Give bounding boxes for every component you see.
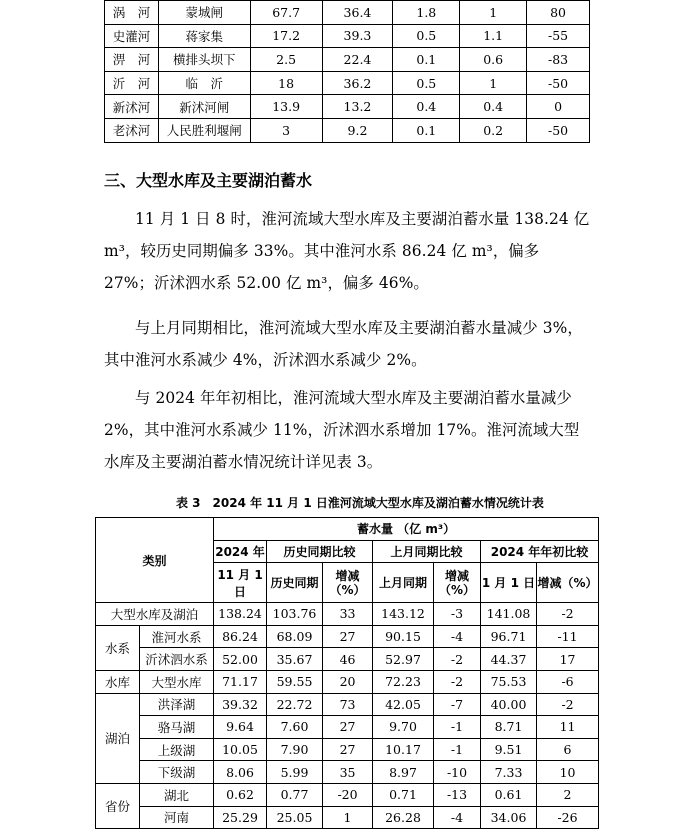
year-header: 2024 年	[214, 540, 267, 563]
cell: -2	[434, 670, 481, 693]
cell: -10	[434, 761, 481, 784]
river-flow-table	[104, 0, 590, 143]
cell: 9.51	[481, 738, 537, 761]
table-row	[96, 761, 599, 784]
cell: 22.72	[267, 693, 323, 716]
cell: 1.1	[460, 24, 527, 48]
table-row	[105, 1, 590, 25]
table-row	[105, 71, 590, 95]
cell: 7.60	[267, 716, 323, 739]
cell: -1	[434, 716, 481, 739]
cell: 59.55	[267, 670, 323, 693]
cell: 8.97	[373, 761, 434, 784]
table-row	[96, 603, 599, 626]
station-name: 蒋家集	[158, 24, 250, 48]
row-label: 大型水库及湖泊	[96, 603, 214, 626]
row-label: 大型水库	[140, 670, 214, 693]
row-label: 洪泽湖	[140, 693, 214, 716]
cell: 80	[527, 1, 590, 25]
cell: 26.28	[373, 806, 434, 829]
cell: 52.97	[373, 648, 434, 671]
cell: 2	[537, 783, 599, 806]
cell: 72.23	[373, 670, 434, 693]
change-pct-header: 增减（%）	[323, 563, 373, 603]
cell: -50	[527, 118, 590, 142]
cell: 35.67	[267, 648, 323, 671]
table-row	[96, 806, 599, 829]
table-row	[96, 738, 599, 761]
cell: 6	[537, 738, 599, 761]
cell: 10.05	[214, 738, 267, 761]
row-label: 河南	[140, 806, 214, 829]
storage-header: 蓄水量 （亿 m³）	[214, 518, 599, 541]
cell: 46	[323, 648, 373, 671]
cell: 11	[537, 716, 599, 739]
table-row	[96, 783, 599, 806]
row-label: 湖北	[140, 783, 214, 806]
group-label: 水系	[96, 625, 140, 670]
river-name: 史灌河	[105, 24, 159, 48]
paragraph: 与 2024 年年初相比，淮河流域大型水库及主要湖泊蓄水量减少 2%，其中淮河水系减少 11%，沂沭泗水系增加 17%。淮河流域大型水库及主要湖泊蓄水情况统计详见表 3。	[104, 389, 580, 471]
cell: 8.71	[481, 716, 537, 739]
cell: 0.5	[393, 71, 460, 95]
cell: 42.05	[373, 693, 434, 716]
cell: 1	[323, 806, 373, 829]
cell: 141.08	[481, 603, 537, 626]
cell: 36.2	[322, 71, 393, 95]
cell: 90.15	[373, 625, 434, 648]
start-compare-header: 2024 年年初比较	[481, 540, 599, 563]
cell: 0.1	[393, 118, 460, 142]
cell: -2	[537, 603, 599, 626]
cell: -2	[434, 648, 481, 671]
table-row	[96, 716, 599, 739]
prev-period-header: 上月同期	[373, 563, 434, 603]
cell: 39.3	[322, 24, 393, 48]
cell: 34.06	[481, 806, 537, 829]
cell: 17.2	[250, 24, 322, 48]
cell: 20	[323, 670, 373, 693]
cell: -20	[323, 783, 373, 806]
cell: 0.2	[460, 118, 527, 142]
cell: 17	[537, 648, 599, 671]
cell: -7	[434, 693, 481, 716]
cell: 0.6	[460, 48, 527, 72]
change-pct-header: 增减（%）	[434, 563, 481, 603]
row-label: 下级湖	[140, 761, 214, 784]
station-name: 蒙城闸	[158, 1, 250, 25]
cell: 0.77	[267, 783, 323, 806]
cell: 73	[323, 693, 373, 716]
station-name: 新沭河闸	[158, 95, 250, 119]
cell: 0.1	[393, 48, 460, 72]
hist-compare-header: 历史同期比较	[267, 540, 373, 563]
cell: 138.24	[214, 603, 267, 626]
river-name: 老沭河	[105, 118, 159, 142]
row-label: 上级湖	[140, 738, 214, 761]
cell: -83	[527, 48, 590, 72]
river-name: 沂 河	[105, 71, 159, 95]
cell: -13	[434, 783, 481, 806]
cell: 25.05	[267, 806, 323, 829]
cell: 9.2	[322, 118, 393, 142]
cell: 103.76	[267, 603, 323, 626]
station-name: 人民胜利堰闸	[158, 118, 250, 142]
table-row	[105, 24, 590, 48]
prev-compare-header: 上月同期比较	[373, 540, 481, 563]
cell: 22.4	[322, 48, 393, 72]
cell: 2.5	[250, 48, 322, 72]
storage-table	[95, 517, 599, 829]
row-label: 沂沭泗水系	[140, 648, 214, 671]
table-caption: 表 3 2024 年 11 月 1 日淮河流域大型水库及湖泊蓄水情况统计表	[176, 496, 544, 510]
cell: 68.09	[267, 625, 323, 648]
cell: -11	[537, 625, 599, 648]
category-header: 类别	[96, 518, 214, 603]
group-label: 水库	[96, 670, 140, 693]
cell: 3	[250, 118, 322, 142]
cell: -26	[537, 806, 599, 829]
cell: 1	[460, 71, 527, 95]
cell: 9.70	[373, 716, 434, 739]
cell: 67.7	[250, 1, 322, 25]
river-name: 涡 河	[105, 1, 159, 25]
cell: 0.5	[393, 24, 460, 48]
cell: 5.99	[267, 761, 323, 784]
table-row	[96, 693, 599, 716]
table-row	[96, 648, 599, 671]
station-name: 临 沂	[158, 71, 250, 95]
cell: 40.00	[481, 693, 537, 716]
cell: 86.24	[214, 625, 267, 648]
cell: -4	[434, 625, 481, 648]
river-name: 新沭河	[105, 95, 159, 119]
nov1-header: 11 月 1 日	[214, 563, 267, 603]
hist-period-header: 历史同期	[267, 563, 323, 603]
river-name: 淠 河	[105, 48, 159, 72]
change-pct-header: 增减（%）	[537, 563, 599, 603]
cell: -1	[434, 738, 481, 761]
cell: 10.17	[373, 738, 434, 761]
cell: -6	[537, 670, 599, 693]
cell: 8.06	[214, 761, 267, 784]
cell: 0.4	[460, 95, 527, 119]
cell: 13.2	[322, 95, 393, 119]
cell: 1.8	[393, 1, 460, 25]
row-label: 骆马湖	[140, 716, 214, 739]
cell: -55	[527, 24, 590, 48]
cell: 25.29	[214, 806, 267, 829]
cell: -2	[537, 693, 599, 716]
cell: -3	[434, 603, 481, 626]
group-label: 湖泊	[96, 693, 140, 783]
cell: 13.9	[250, 95, 322, 119]
jan1-header: 1 月 1 日	[481, 563, 537, 603]
header-row	[96, 518, 599, 541]
cell: 39.32	[214, 693, 267, 716]
cell: 27	[323, 738, 373, 761]
cell: 7.33	[481, 761, 537, 784]
table-row	[105, 118, 590, 142]
cell: 96.71	[481, 625, 537, 648]
cell: 35	[323, 761, 373, 784]
cell: -4	[434, 806, 481, 829]
table-row	[105, 48, 590, 72]
cell: 33	[323, 603, 373, 626]
cell: 18	[250, 71, 322, 95]
cell: 10	[537, 761, 599, 784]
cell: 0.61	[481, 783, 537, 806]
cell: 0	[527, 95, 590, 119]
table-row	[96, 625, 599, 648]
cell: 0.4	[393, 95, 460, 119]
cell: 71.17	[214, 670, 267, 693]
cell: 75.53	[481, 670, 537, 693]
table-row	[96, 670, 599, 693]
cell: 7.90	[267, 738, 323, 761]
cell: 143.12	[373, 603, 434, 626]
cell: 27	[323, 625, 373, 648]
cell: 44.37	[481, 648, 537, 671]
row-label: 淮河水系	[140, 625, 214, 648]
cell: 36.4	[322, 1, 393, 25]
table-row	[105, 95, 590, 119]
cell: 0.62	[214, 783, 267, 806]
cell: 9.64	[214, 716, 267, 739]
cell: 27	[323, 716, 373, 739]
section-heading: 三、大型水库及主要湖泊蓄水	[104, 171, 313, 190]
cell: 52.00	[214, 648, 267, 671]
group-label: 省份	[96, 783, 140, 828]
paragraph: 与上月同期相比，淮河流域大型水库及主要湖泊蓄水量减少 3%，其中淮河水系减少 4%，沂沭泗水系减少 2%。	[104, 319, 583, 369]
cell: 0.71	[373, 783, 434, 806]
paragraph: 11 月 1 日 8 时，淮河流域大型水库及主要湖泊蓄水量 138.24 亿 m³，较历史同期偏多 33%。其中淮河水系 86.24 亿 m³，偏多 27%；沂沭泗水系 52.00 亿 m³，偏多 46%。	[104, 210, 590, 292]
station-name: 横排头坝下	[158, 48, 250, 72]
cell: 1	[460, 1, 527, 25]
cell: -50	[527, 71, 590, 95]
